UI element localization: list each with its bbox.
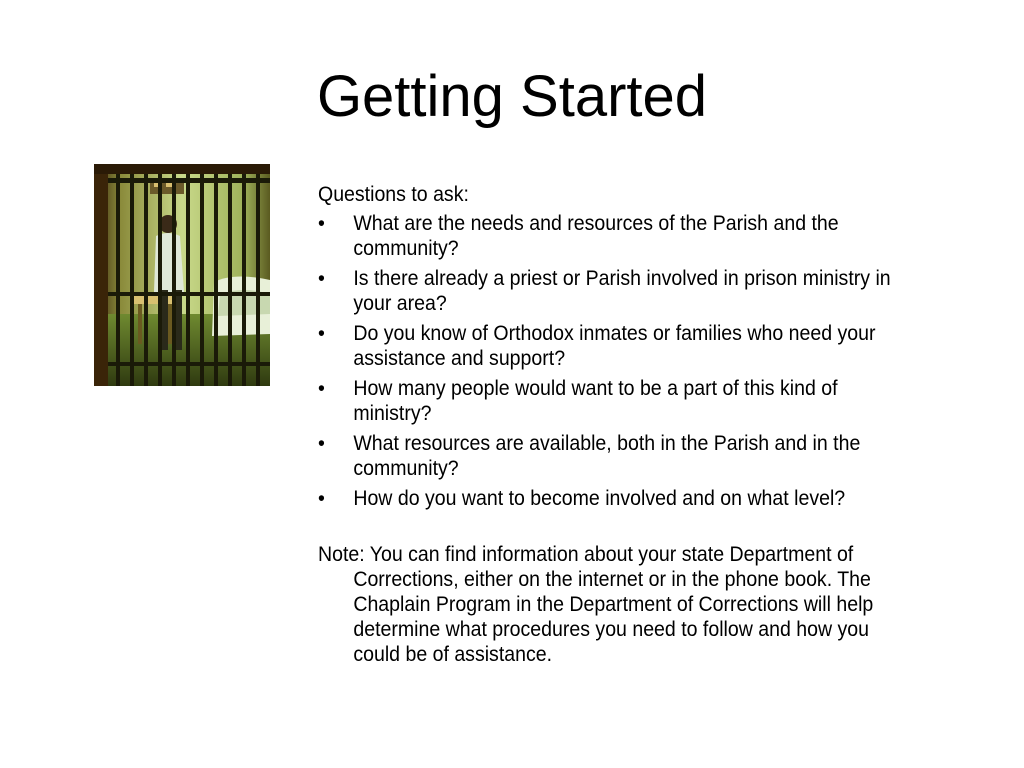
list-item xyxy=(318,321,913,371)
list-item xyxy=(318,266,913,316)
list-item xyxy=(318,376,913,426)
question-list xyxy=(318,211,913,511)
list-item xyxy=(318,431,913,481)
prison-cell-photo xyxy=(94,164,270,386)
intro-text: Questions to ask: xyxy=(318,183,469,206)
list-item-text: How do you want to become involved and on what level? xyxy=(353,487,846,510)
bullet-icon: • xyxy=(318,212,325,235)
list-item xyxy=(318,211,913,261)
bullet-icon: • xyxy=(318,377,325,400)
bullet-icon: • xyxy=(318,487,325,510)
note-text: Note: You can find information about your state Department of Corrections, either on the internet or in the phone book. The Chaplain Program in the Department of Corrections will help determine what procedures you need to follow and how you could be of assistance. xyxy=(318,543,874,666)
list-item-text: What resources are available, both in the Parish and in the community? xyxy=(353,432,861,480)
bullet-icon: • xyxy=(318,322,325,345)
list-item-text: Is there already a priest or Parish involved in prison ministry in your area? xyxy=(353,267,891,315)
list-item-text: Do you know of Orthodox inmates or families who need your assistance and support? xyxy=(353,322,876,370)
list-item-text: What are the needs and resources of the Parish and the community? xyxy=(353,212,839,260)
bullet-icon: • xyxy=(318,432,325,455)
list-item xyxy=(318,486,913,511)
slide-title: Getting Started xyxy=(316,64,708,129)
slide-body xyxy=(318,182,913,667)
bullet-icon: • xyxy=(318,267,325,290)
list-item-text: How many people would want to be a part of this kind of ministry? xyxy=(353,377,838,425)
